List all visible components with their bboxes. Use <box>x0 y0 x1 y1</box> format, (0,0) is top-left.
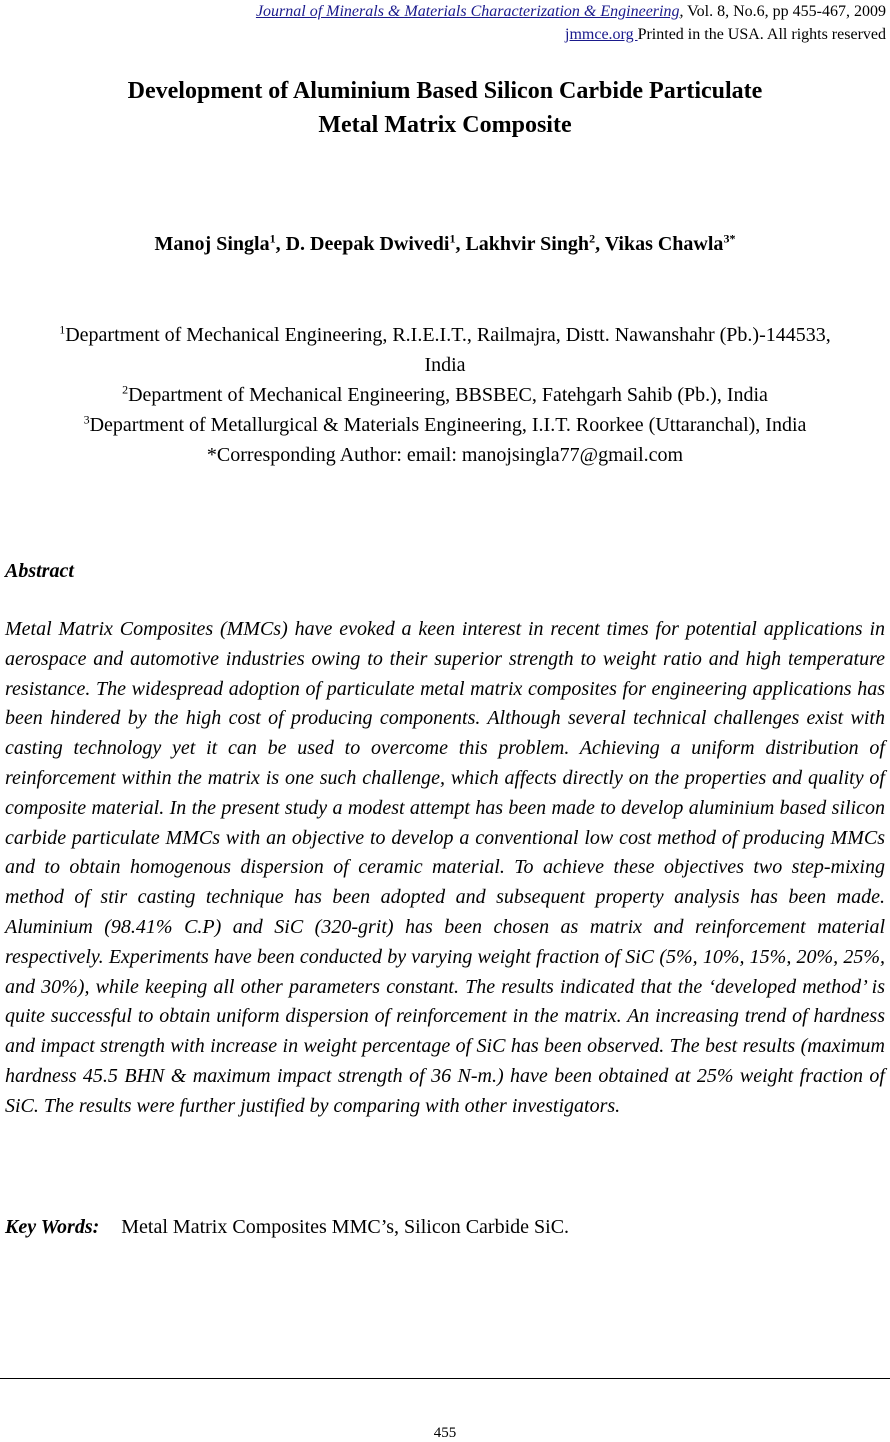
affiliation-mark: 1 <box>59 322 66 337</box>
corresponding-author: *Corresponding Author: email: manojsingla77@gmail.com <box>206 444 684 466</box>
affiliation-text: Department of Mechanical Engineering, BBSBEC, Fatehgarh Sahib (Pb.), India <box>128 384 768 406</box>
footer-divider <box>0 1378 890 1379</box>
affiliation-1 <box>0 320 890 350</box>
author-name: Vikas Chawla <box>604 233 724 255</box>
paper-title-line-2: Metal Matrix Composite <box>318 112 572 138</box>
abstract-text: Metal Matrix Composites (MMCs) have evoked a keen interest in recent times for potential applications in aerospace and automotive industries owing to their superior strength to weight ratio and high temperature resistance. The widespread adoption of particulate metal matrix composites for engineering applications has been hindered by the high cost of producing components. Although several technical challenges exist with casting technology yet it can be used to overcome this problem. Achieving a uniform distribution of reinforcement within the matrix is one such challenge, which affects directly on the properties and quality of composite material. In the present study a modest attempt has been made to develop aluminium based silicon carbide particulate MMCs with an objective to develop a conventional low cost method of producing MMCs and to obtain homogenous dispersion of ceramic material. To achieve these objectives two step-mixing method of stir casting technique has been adopted and subsequent property analysis has been made. Aluminium (98.41% C.P) and SiC (320-grit) has been chosen as matrix and reinforcement material respectively. Experiments have been conducted by varying weight fraction of SiC (5%, 10%, 15%, 20%, 25%, and 30%), while keeping all other parameters constant. The results indicated that the ‘developed method’ is quite successful to obtain uniform dispersion of reinforcement in the matrix. An increasing trend of hardness and impact strength with increase in weight percentage of SiC has been observed. The best results (maximum hardness 45.5 BHN & maximum impact strength of 36 N-m.) have been obtained at 25% weight fraction of SiC. The results were further justified by comparing with other investigators. <box>5 618 885 1117</box>
author-separator: , <box>275 233 286 255</box>
affiliation-mark: 3 <box>83 412 90 427</box>
affiliation-2 <box>0 380 890 410</box>
author-affiliation-mark: 2 <box>589 231 596 246</box>
author-affiliation-mark: 3* <box>723 231 736 246</box>
author-list <box>0 230 890 258</box>
affiliation-text: Department of Mechanical Engineering, R.I.E.I.T., Railmajra, Distt. Nawanshahr (Pb.)-144533, <box>65 324 831 346</box>
keywords-label: Key Words: <box>5 1216 100 1238</box>
keywords-line <box>5 1213 569 1241</box>
keywords-text: Metal Matrix Composites MMC’s, Silicon Carbide SiC. <box>121 1216 570 1238</box>
journal-citation-line <box>256 0 886 23</box>
affiliation-mark: 2 <box>122 382 129 397</box>
author-affiliation-mark: 1 <box>449 231 456 246</box>
journal-header <box>256 0 886 46</box>
author-affiliation-mark: 1 <box>269 231 276 246</box>
author-name: Manoj Singla <box>154 233 270 255</box>
affiliation-3 <box>0 410 890 440</box>
rights-notice: Printed in the USA. All rights reserved <box>637 26 886 43</box>
affiliation-list <box>0 320 890 470</box>
affiliation-text: Department of Metallurgical & Materials Engineering, I.I.T. Roorkee (Uttaranchal), India <box>89 414 807 436</box>
affiliation-1-continued: India <box>424 354 466 376</box>
abstract-heading: Abstract <box>5 560 74 582</box>
journal-citation: , Vol. 8, No.6, pp 455-467, 2009 <box>679 3 886 20</box>
journal-site-line <box>256 23 886 46</box>
journal-name-link[interactable]: Journal of Minerals & Materials Characterization & Engineering <box>255 3 680 20</box>
paper-title-line-1: Development of Aluminium Based Silicon Carbide Particulate <box>127 78 763 104</box>
journal-site-link[interactable]: jmmce.org <box>565 26 638 43</box>
page-number: 455 <box>433 1425 457 1441</box>
author-separator: , <box>455 233 466 255</box>
author-separator: , <box>595 233 605 255</box>
author-name: D. Deepak Dwivedi <box>285 233 450 255</box>
author-name: Lakhvir Singh <box>465 233 590 255</box>
paper-title <box>0 74 890 142</box>
